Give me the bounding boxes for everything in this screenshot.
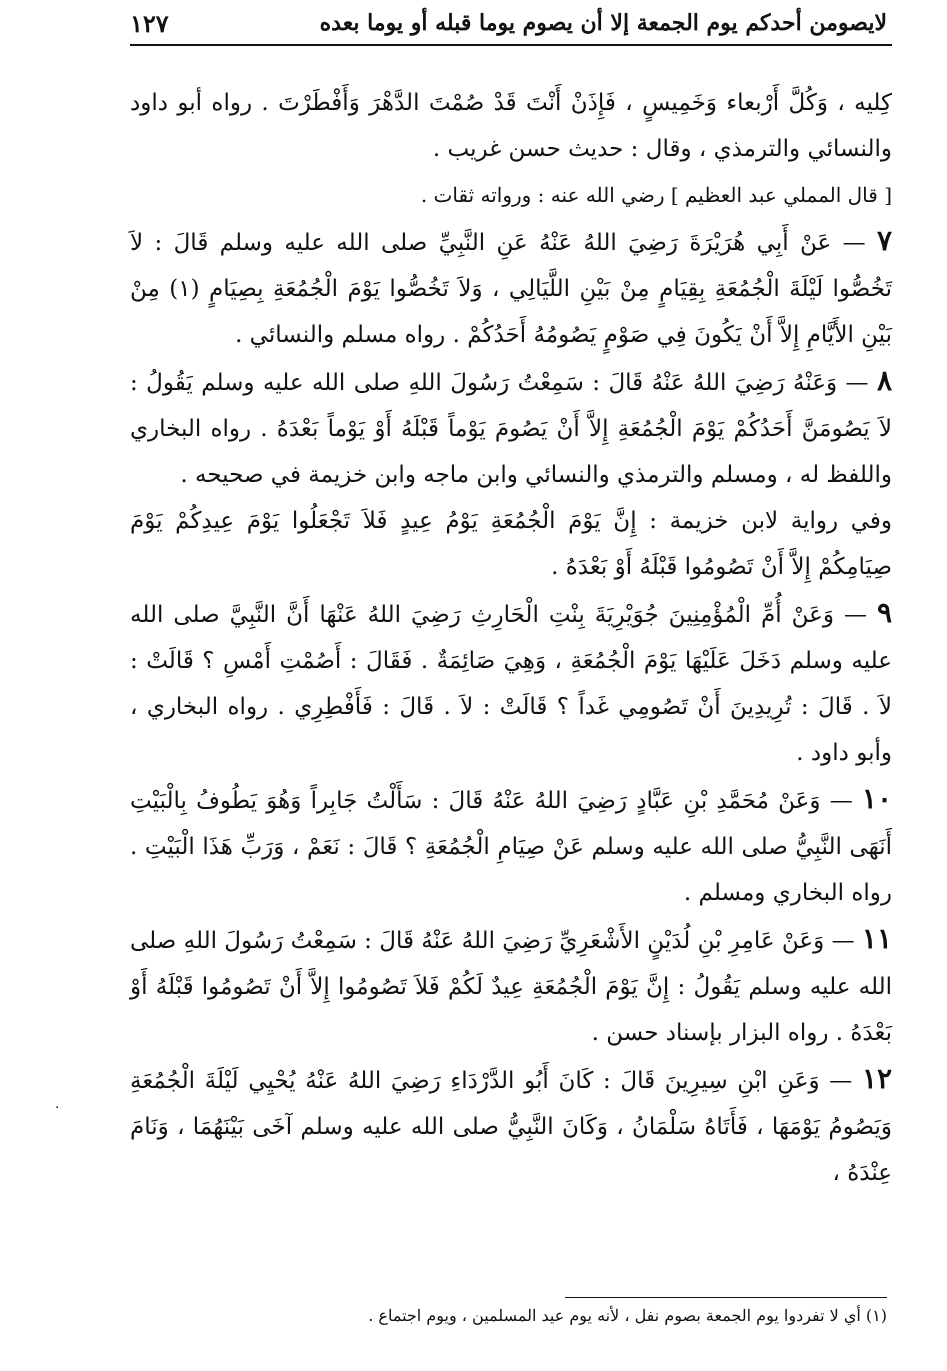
paragraph-variant-narration [130, 498, 892, 590]
hadith-number: ٨ [876, 364, 892, 397]
paragraph-text: — وَعَنِ ابْنِ سِيرِينَ قَالَ : كَانَ أَبُو الدَّرْدَاءِ رَضِيَ اللهُ عَنْهُ يُحْيِي لَيْلَةَ الْجُمُعَةِ وَيَصُومُ يَوْمَهَا ، فَأَتَاهُ سَلْمَانُ ، وَكَانَ النَّبِيُّ صلى الله عليه وسلم آخَى بَيْنَهُمَا ، وَنَامَ عِنْدَهُ ، [130, 1068, 892, 1186]
hadith-12 [130, 1056, 892, 1196]
hadith-8 [130, 358, 892, 498]
paragraph-editor-note [130, 172, 892, 218]
footnote: (١) أي لا تفردوا يوم الجمعة بصوم نفل ، لأنه يوم عيد المسلمين ، ويوم اجتماع . [368, 1306, 887, 1325]
hadith-number: ١٢ [861, 1062, 893, 1095]
hadith-7 [130, 218, 892, 358]
header-rule [130, 44, 892, 46]
margin-dot: · [55, 1100, 60, 1116]
paragraph-text: وفي رواية لابن خزيمة : إِنَّ يَوْمَ الْجُمُعَةِ يَوْمُ عِيدٍ فَلاَ تَجْعَلُوا يَوْمَ عِيدِكُمْ يَوْمَ صِيَامِكُمْ إِلاَّ أَنْ تَصُومُوا قَبْلَهُ أَوْ بَعْدَهُ . [130, 508, 892, 580]
paragraph-text: — وَعَنْ أُمِّ الْمُؤْمِنِينَ جُوَيْرِيَةَ بِنْتِ الْحَارِثِ رَضِيَ اللهُ عَنْهَا أَنَّ النَّبِيَّ صلى الله عليه وسلم دَخَلَ عَلَيْهَا يَوْمَ الْجُمُعَةِ ، وَهِيَ صَائِمَةٌ . فَقَالَ : أَصُمْتِ أَمْسِ ؟ قَالَتْ : لاَ . قَالَ : تُرِيدِينَ أَنْ تَصُومِي غَداً ؟ قَالَتْ : لاَ . قَالَ : فَأَفْطِرِي . رواه البخاري ، وأبو داود . [130, 602, 892, 766]
hadith-number: ٩ [876, 596, 893, 629]
hadith-number: ١٠ [861, 782, 892, 815]
hadith-11 [130, 916, 892, 1056]
hadith-9 [130, 590, 892, 776]
paragraph [130, 80, 892, 172]
paragraph-text: — وَعَنْ عَامِرِ بْنِ لُدَيْنٍ الأَشْعَرِيِّ رَضِيَ اللهُ عَنْهُ قَالَ : سَمِعْتُ رَسُولَ اللهِ صلى الله عليه وسلم يَقُولُ : إِنَّ يَوْمَ الْجُمُعَةِ عِيدٌ لَكُمْ فَلاَ تَصُومُوا إِلاَّ أَنْ تَصُومُوا قَبْلَهُ أَوْ بَعْدَهُ . رواه البزار بإسناد حسن . [130, 928, 892, 1046]
paragraph-text: [ قال المملي عبد العظيم ] رضي الله عنه : ورواته ثقات . [420, 183, 892, 207]
paragraph-text: — وَعَنْ مُحَمَّدِ بْنِ عَبَّادٍ رَضِيَ اللهُ عَنْهُ قَالَ : سَأَلْتُ جَابِراً وَهُوَ يَطُوفُ بِالْبَيْتِ أَنَهَى النَّبِيُّ صلى الله عليه وسلم عَنْ صِيَامِ الْجُمُعَةِ ؟ قَالَ : نَعَمْ ، وَرَبِّ هَذَا الْبَيْتِ . رواه البخاري ومسلم . [130, 788, 892, 906]
hadith-10 [130, 776, 892, 916]
running-title: لايصومن أحدكم يوم الجمعة إلا أن يصوم يوما قبله أو يوما بعده [319, 10, 887, 36]
hadith-number: ٧ [876, 224, 893, 257]
main-text [130, 80, 892, 1196]
page-header [130, 4, 887, 42]
footnote-rule [565, 1297, 887, 1298]
paragraph-text: — وَعَنْهُ رَضِيَ اللهُ عَنْهُ قَالَ : سَمِعْتُ رَسُولَ اللهِ صلى الله عليه وسلم يَقُولُ : لاَ يَصُومَنَّ أَحَدُكُمْ يَوْمَ الْجُمُعَةِ إِلاَّ أَنْ يَصُومَ يَوْماً قَبْلَهُ أَوْ يَوْماً بَعْدَهُ . رواه البخاري واللفظ له ، ومسلم والترمذي والنسائي وابن ماجه وابن خزيمة في صحيحه . [130, 370, 892, 488]
paragraph-text: كِليه ، وَكُلَّ أَرْبعاء وَخَمِيسٍ ، فَإِذَنْ أَنْتَ قَدْ صُمْتَ الدَّهْرَ وَأَفْطَرْتَ . رواه أبو داود والنسائي والترمذي ، وقال : حديث حسن غريب . [130, 90, 892, 162]
paragraph-text: — عَنْ أَبِي هُرَيْرَةَ رَضِيَ اللهُ عَنْهُ عَنِ النَّبِيِّ صلى الله عليه وسلم قَالَ : لاَ تَخُصُّوا لَيْلَةَ الْجُمُعَةِ بِقِيَامٍ مِنْ بَيْنِ اللَّيَالِي ، وَلاَ تَخُصُّوا يَوْمَ الْجُمُعَةِ بِصِيَامٍ (١) مِنْ بَيْنِ الأَيَّامِ إِلاَّ أَنْ يَكُونَ فِي صَوْمٍ يَصُومُهُ أَحَدُكُمْ . رواه مسلم والنسائي . [130, 230, 892, 348]
page-number: ١٢٧ [130, 8, 169, 38]
hadith-number: ١١ [861, 922, 892, 955]
